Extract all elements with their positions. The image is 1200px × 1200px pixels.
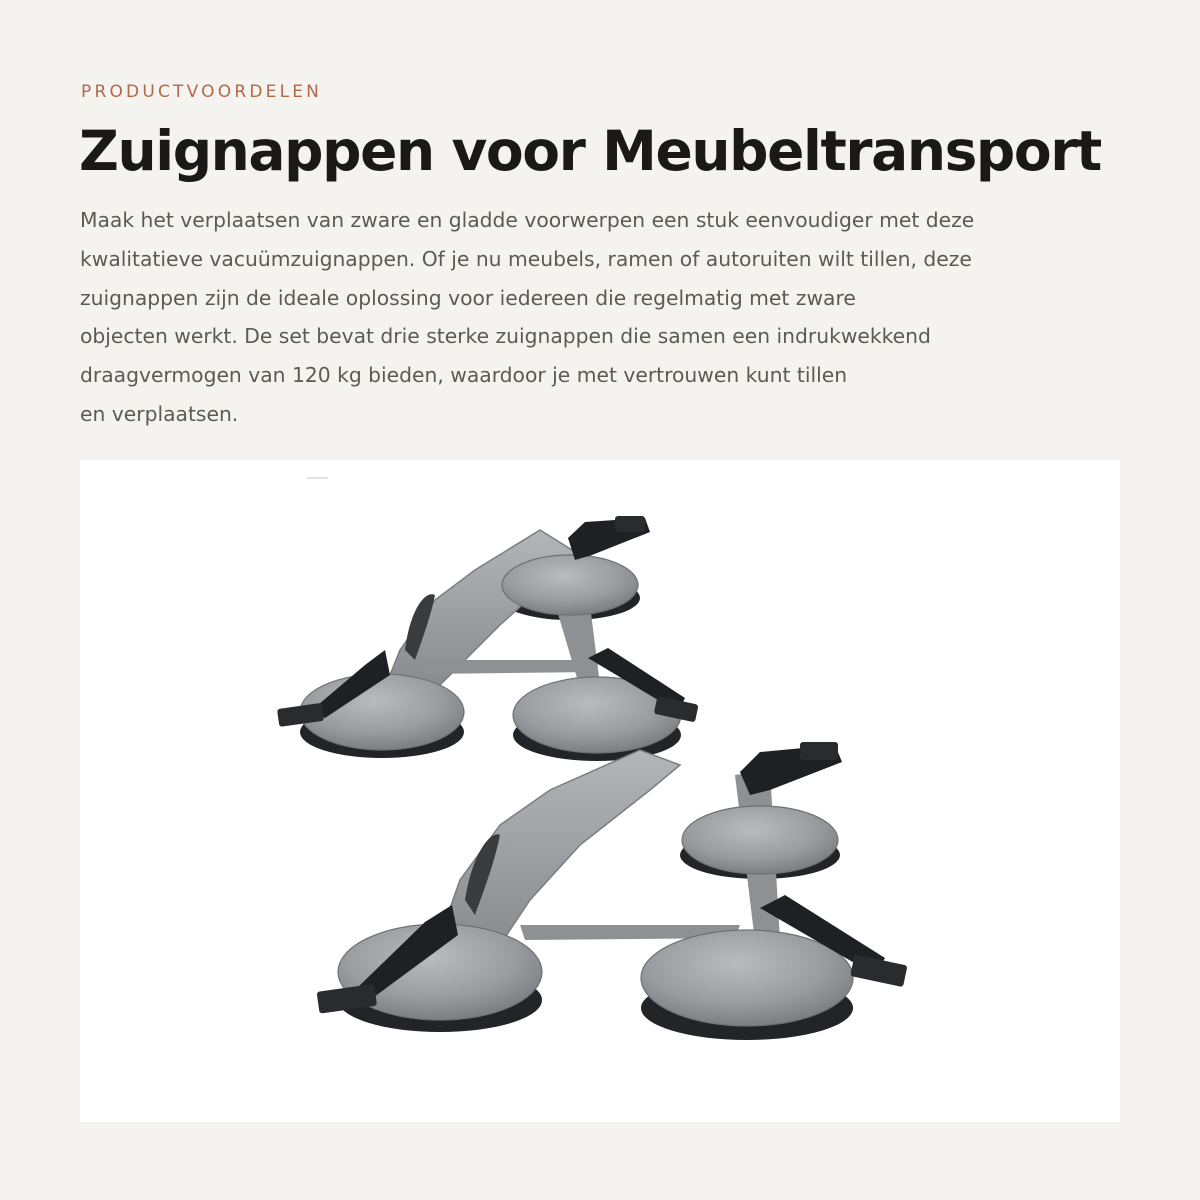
section-eyebrow: PRODUCTVOORDELEN (81, 82, 323, 102)
description-line: objecten werkt. De set bevat drie sterke zuignappen die samen een indrukwekkend (80, 324, 931, 349)
page-title: Zuignappen voor Meubeltransport (79, 119, 1101, 183)
suction-cup (502, 555, 638, 615)
description-line: Maak het verplaatsen van zware en gladde voorwerpen een stuk eenvoudiger met deze (80, 208, 975, 232)
description-line: zuignappen zijn de ideale oplossing voor iedereen die regelmatig met zware (80, 285, 856, 310)
suction-cup (682, 806, 838, 874)
suction-lifter-top (277, 516, 699, 761)
lever-tab (615, 516, 645, 532)
description-line: draagvermogen van 120 kg bieden, waardoor je met vertrouwen kunt tillen (80, 363, 848, 388)
description-line: en verplaatsen. (80, 401, 239, 426)
suction-cup-set-illustration (80, 460, 1120, 1122)
lever-tab (800, 742, 838, 760)
product-image (80, 460, 1120, 1122)
product-description (80, 201, 1160, 434)
description-line: kwalitatieve vacuümzuignappen. Of je nu meubels, ramen of autoruiten wilt tillen, deze (80, 246, 972, 271)
suction-cup (641, 930, 853, 1026)
suction-lifter-bottom (317, 742, 908, 1040)
